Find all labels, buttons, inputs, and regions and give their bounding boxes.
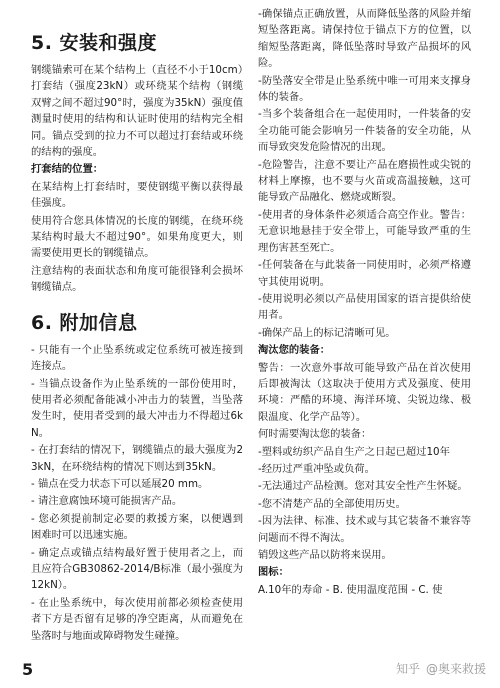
section-6-title: 6. 附加信息 [31,311,138,334]
section-5-paragraph-1: 钢缆锚索可在某个结构上（直径不小于10cm）打套结（强度23kN）或环绕某个结构（钢缆双臂之间不超过90°时，强度为35kN）强度值测量时使用的结构和认证时使用的结构完全相同。锚点受到的拉力不可以超过打套结或环绕的结构的强度。 [31,64,243,159]
list-item: -无法通过产品检测。您对其安全性产生怀疑。 [258,480,468,493]
watermark-site: 知乎 [396,662,421,676]
scrap-subheading: 淘汰您的装备： [258,344,331,357]
watermark-author: @奥来救援 [425,662,486,676]
list-item: - 在止坠系统中，每次使用前都必须检查使用者下方是否留有足够的净空距离，从而避免在坠落时与地面或障碍物发生碰撞。 [31,596,243,642]
section-5-subheading: 打套结的位置： [31,163,104,176]
list-item: -您不清楚产品的全部使用历史。 [258,497,406,510]
list-item: -危险警告，注意不要让产品在磨损性或尖锐的材料上摩擦，也不要与火苗或高温接触，这可能导致产品融化、燃烧或断裂。 [258,158,471,204]
section-5-paragraph-2: 在某结构上打套结时，要使钢缆平衡以获得最佳强度。 [31,180,243,210]
list-item: -塑料或纺织产品自生产之日起已超过10年 [258,445,450,458]
list-item: - 确定点或锚点结构最好置于使用者之上，而且应符合GB30862-2014/B标准（最小强度为12kN）。 [31,546,243,592]
list-item: 销毁这些产品以防将来误用。 [258,549,392,561]
section-5-paragraph-4: 注意结构的表面状态和角度可能很锋利会损坏钢缆锚点。 [31,264,243,294]
right-column [258,6,471,599]
left-column [31,6,243,645]
section-5-title: 5. 安装和强度 [31,32,158,54]
page-number: 5 [22,660,34,679]
list-item: -确保产品上的标记清晰可见。 [258,326,396,339]
list-item: -确保锚点正确放置，从而降低坠落的风险并缩短坠落距离。请保持位于锚点下方的位置，以缩短坠落距离，降低坠落时导致产品损坏的风险。 [258,8,471,70]
list-item: - 请注意腐蚀环境可能损害产品。 [31,495,183,508]
watermark [394,660,486,677]
list-item: -防坠落安全带是止坠系统中唯一可用来支撑身体的装备。 [258,74,471,104]
list-item: -使用说明必须以产品使用国家的语言提供给使用者。 [258,292,471,322]
list-item: - 只能有一个止坠系统或定位系统可被连接到连接点。 [31,343,243,373]
list-item: - 当锚点设备作为止坠系统的一部份使用时，使用者必须配备能减小冲击力的装置，当坠落发生时，使用者受到的最大冲击力不得超过6kN。 [31,377,243,439]
icons-legend-line: A.10年的寿命 - B. 使用温度范围 - C. 使 [258,583,443,596]
list-item: -当多个装备组合在一起使用时，一件装备的安全功能可能会影响另一件装备的安全功能，从而导致突发危险情况的出现。 [258,108,471,154]
scrap-when: 何时需要淘汰您的装备： [258,428,372,441]
scrap-warning: 警告：一次意外事故可能导致产品在首次使用后即被淘汰（这取决于使用方式及强度、使用环境：严酷的环境、海洋环境、尖锐边缘、极限温度、化学产品等）。 [258,361,471,423]
section-5-paragraph-3: 使用符合您具体情况的长度的钢缆，在绕环绕某结构时最大不超过90°。如果角度更大，则需要使用更长的钢缆锚点。 [31,214,243,260]
list-item: - 在打套结的情况下，钢缆锚点的最大强度为23kN，在环绕结构的情况下则达到35kN。 [31,444,243,473]
list-item: - 您必须提前制定必要的救援方案，以便遇到困难时可以迅速实施。 [31,512,243,542]
list-item: - 锚点在受力状态下可以延展20 mm。 [31,477,209,490]
list-item: -任何装备在与此装备一同使用时，必须严格遵守其使用说明。 [258,259,471,288]
list-item: -因为法律、标准、技术或与其它装备不兼容等问题而不得不淘汰。 [258,515,471,544]
list-item: -经历过严重冲坠或负荷。 [258,462,375,475]
list-item: -使用者的身体条件必须适合高空作业。警告：无意识地悬挂于安全带上，可能导致严重的生理伤害甚至死亡。 [258,208,471,254]
icons-subheading: 图标： [258,566,289,579]
